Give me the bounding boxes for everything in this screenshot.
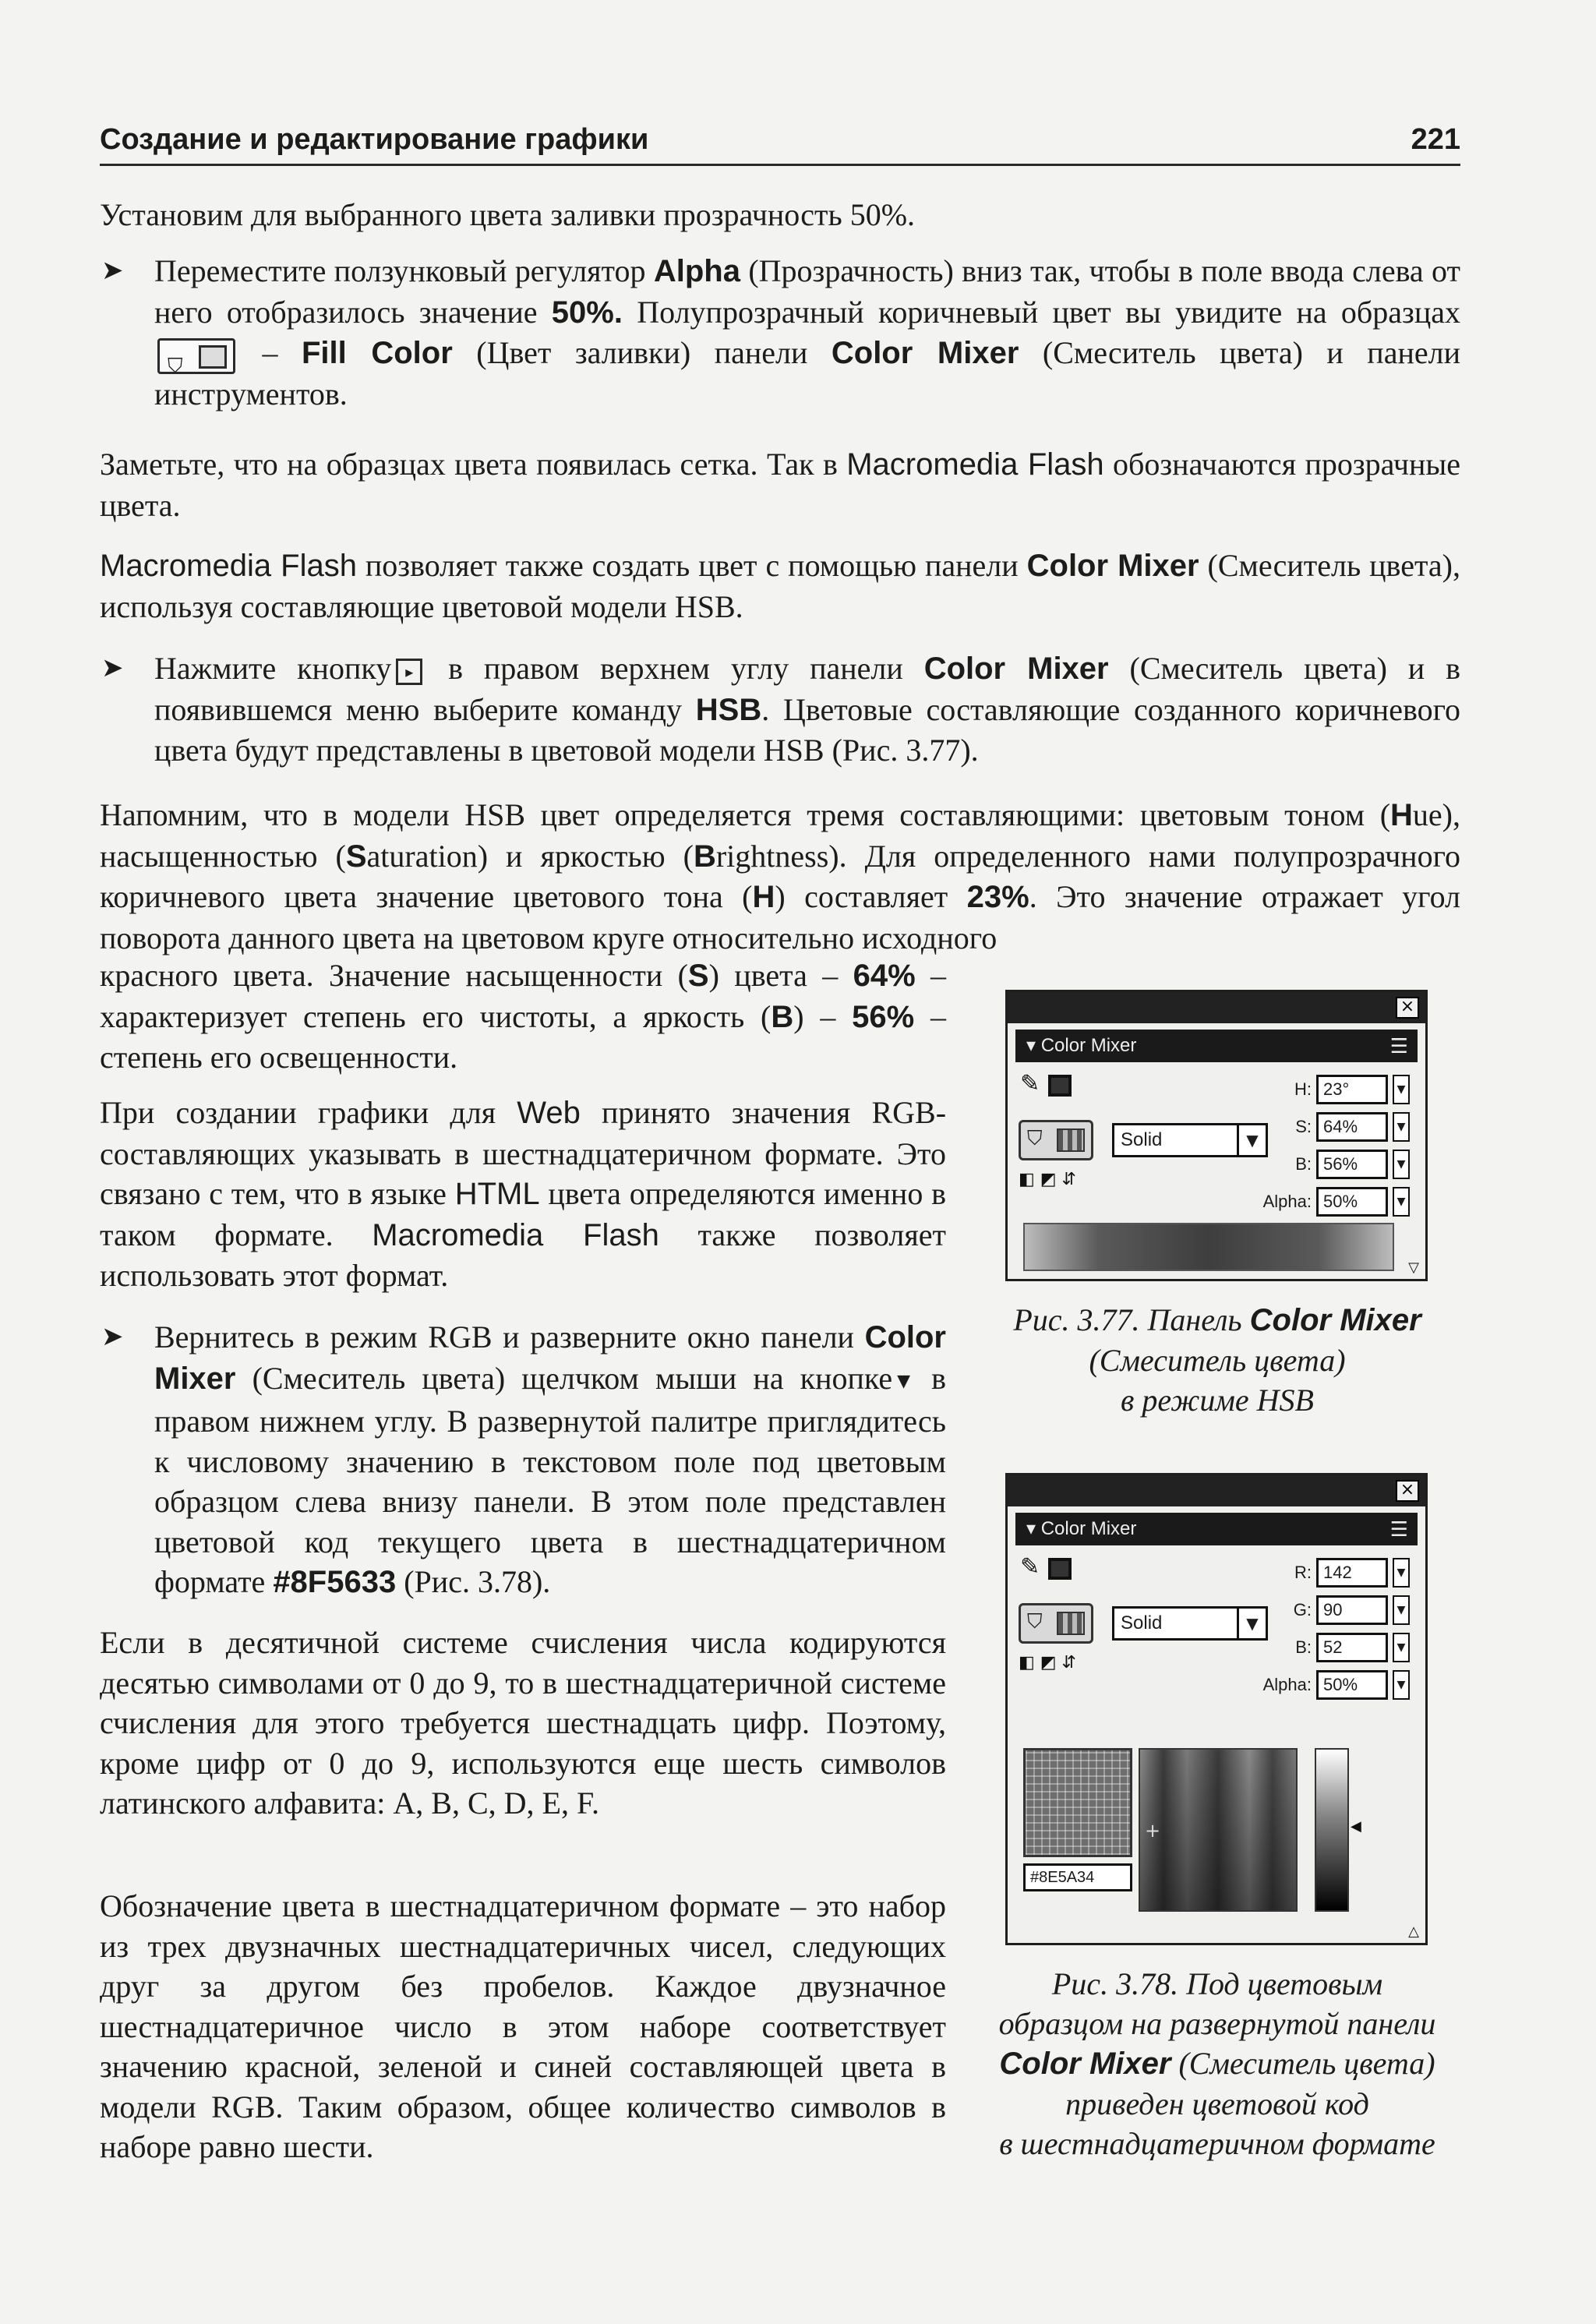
alpha-stepper[interactable]: ▼ bbox=[1393, 1187, 1410, 1217]
panel-menu-button-icon: ▸ bbox=[396, 659, 422, 685]
fill-color-swatch-icon: ⛉ bbox=[157, 338, 235, 374]
b-stepper[interactable]: ▼ bbox=[1393, 1633, 1410, 1662]
paragraph-4-cont: красного цвета. Значение насыщенности (S) цвета – 64% – характеризует степень его чистоты, а яркость (B) – 56% – степень его освещенности. bbox=[100, 958, 947, 1075]
menu-lines-icon[interactable]: ☰ bbox=[1389, 1517, 1408, 1541]
swap-colors-icons[interactable]: ◧ ◩ ⇵ bbox=[1019, 1653, 1076, 1672]
alpha-label: Alpha: bbox=[1262, 1675, 1312, 1694]
g-input[interactable]: 90 bbox=[1316, 1595, 1388, 1625]
g-stepper[interactable]: ▼ bbox=[1393, 1595, 1410, 1625]
r-label: R: bbox=[1294, 1563, 1312, 1582]
stroke-pencil-icon[interactable]: ✎ bbox=[1020, 1070, 1040, 1097]
bullet-rgb: ➤ Вернитесь в режим RGB и разверните окно панели Color Mixer (Смеситель цвета) щелчком мыши на кнопке ▼ в правом нижнем углу. В развернутой палитре приглядитесь к числовому значению в текстовом поле под цветовым образцом слева внизу панели. В этом поле представлен цветовой код текущего цвета в шестнадцатеричном формате #8F5633 (Рис. 3.78). bbox=[100, 1317, 946, 1603]
brightness-slider[interactable] bbox=[1315, 1748, 1349, 1912]
swap-colors-icons[interactable]: ◧ ◩ ⇵ bbox=[1019, 1170, 1076, 1189]
fill-type-value: Solid bbox=[1121, 1612, 1163, 1634]
paragraph-1: Установим для выбранного цвета заливки прозрачность 50%. bbox=[100, 197, 916, 232]
bullet-arrow-icon: ➤ bbox=[101, 1321, 124, 1352]
h-input[interactable]: 23° bbox=[1316, 1075, 1388, 1104]
paragraph-3: Macromedia Flash позволяет также создать цвет с помощью панели Color Mixer (Смеситель цвета), используя составляющие цветовой модели HSB. bbox=[100, 548, 1461, 624]
page-number: 221 bbox=[1411, 123, 1460, 156]
color-sample-swatch bbox=[1023, 1748, 1132, 1857]
alpha-stepper[interactable]: ▼ bbox=[1393, 1670, 1410, 1700]
panel-titlebar[interactable] bbox=[1015, 1030, 1418, 1062]
s-stepper[interactable]: ▼ bbox=[1393, 1112, 1410, 1142]
paragraph-4: Напомним, что в модели HSB цвет определяется тремя составляющими: цветовым тоном (Hue), насыщенностью (Saturation) и яркостью (Brightness). Для определенного нами полупрозрачного коричневого цвета значение цветового тона (H) составляет 23%. Это значение отражает угол поворота данного цвета на цветовом круге относительно исходного bbox=[100, 797, 1461, 955]
panel-titlebar[interactable] bbox=[1015, 1513, 1418, 1545]
fill-color-swatch-button[interactable]: ⛉ bbox=[1019, 1120, 1093, 1160]
h-label: H: bbox=[1294, 1079, 1312, 1099]
g-label: G: bbox=[1293, 1600, 1312, 1619]
collapse-arrow-icon[interactable]: △ bbox=[1408, 1923, 1419, 1940]
expand-arrow-icon[interactable]: ▽ bbox=[1408, 1259, 1419, 1276]
b-label: B: bbox=[1295, 1154, 1312, 1174]
b-label: B: bbox=[1295, 1637, 1312, 1657]
paragraph-6: Если в десятичной системе счисления числа кодируются десятью символами от 0 до 9, то в шестнадцатеричной системе счисления для этого требуется шестнадцать цифр. Поэтому, кроме цифр от 0 до 9, используются еще шесть символов латинского алфавита: A, B, C, D, E, F. bbox=[100, 1625, 946, 1821]
stroke-pencil-icon[interactable]: ✎ bbox=[1020, 1553, 1040, 1581]
alpha-input[interactable]: 50% bbox=[1316, 1187, 1388, 1217]
close-icon[interactable]: × bbox=[1396, 997, 1419, 1019]
menu-lines-icon[interactable]: ☰ bbox=[1389, 1034, 1408, 1058]
panel-topbar bbox=[1008, 992, 1425, 1023]
panel-title: ▾ Color Mixer bbox=[1026, 1518, 1137, 1539]
chevron-down-icon: ▼ bbox=[1237, 1609, 1266, 1638]
paragraph-2: Заметьте, что на образцах цвета появилась сетка. Так в Macromedia Flash обозначаются прозрачные цвета. bbox=[100, 447, 1460, 523]
h-stepper[interactable]: ▼ bbox=[1393, 1075, 1410, 1104]
bullet-hsb: ➤ Нажмите кнопку ▸ в правом верхнем углу панели Color Mixer (Смеситель цвета) и в появившемся меню выберите команду HSB. Цветовые составляющие созданного коричневого цвета будут представлены в цветовой модели HSB (Рис. 3.77). bbox=[100, 648, 1460, 771]
alpha-input[interactable]: 50% bbox=[1316, 1670, 1388, 1700]
figure-3-77-caption: Рис. 3.77. Панель Color Mixer (Смеситель цвета) в режиме HSB bbox=[1013, 1302, 1421, 1418]
b-input[interactable]: 52 bbox=[1316, 1633, 1388, 1662]
color-mixer-panel-rgb bbox=[1005, 1473, 1428, 1945]
alpha-label: Alpha: bbox=[1262, 1192, 1312, 1211]
b-stepper[interactable]: ▼ bbox=[1393, 1150, 1410, 1179]
color-spectrum[interactable] bbox=[1139, 1748, 1298, 1912]
term-alpha: Alpha bbox=[653, 254, 740, 288]
close-icon[interactable]: × bbox=[1396, 1480, 1419, 1502]
stroke-color-swatch-icon[interactable] bbox=[1048, 1075, 1072, 1097]
bullet-arrow-icon: ➤ bbox=[101, 255, 124, 286]
color-preview-bar[interactable] bbox=[1023, 1223, 1394, 1271]
b-input[interactable]: 56% bbox=[1316, 1150, 1388, 1179]
panel-topbar bbox=[1008, 1475, 1425, 1506]
figure-3-78-caption: Рис. 3.78. Под цветовым образцом на развернутой панели Color Mixer (Смеситель цвета) приведен цветовой код в шестнадцатеричном формате bbox=[998, 1966, 1436, 2161]
s-label: S: bbox=[1295, 1117, 1312, 1136]
crosshair-icon: + bbox=[1145, 1820, 1161, 1842]
stroke-color-swatch-icon[interactable] bbox=[1048, 1558, 1072, 1580]
s-input[interactable]: 64% bbox=[1316, 1112, 1388, 1142]
bullet-arrow-icon: ➤ bbox=[101, 652, 124, 683]
r-input[interactable]: 142 bbox=[1316, 1558, 1388, 1588]
expand-arrow-icon: ▼ bbox=[897, 1371, 911, 1391]
r-stepper[interactable]: ▼ bbox=[1393, 1558, 1410, 1588]
chapter-title: Создание и редактирование графики bbox=[100, 123, 649, 156]
color-mixer-panel-hsb bbox=[1005, 990, 1428, 1281]
paragraph-5: При создании графики для Web принято значения RGB-составляющих указывать в шестнадцатеричном формате. Это связано с тем, что в языке HTML цвета определяются именно в таком формате. Macromedia Flash также позволяет использовать этот формат. bbox=[100, 1095, 947, 1293]
fill-type-value: Solid bbox=[1121, 1129, 1163, 1150]
chevron-down-icon: ▼ bbox=[1237, 1125, 1266, 1155]
paragraph-7: Обозначение цвета в шестнадцатеричном формате – это набор из трех двузначных шестнадцатеричных чисел, следующих друг за другом без пробелов. Каждое двузначное шестнадцатеричное число в этом наборе соответствует значению красной, зеленой и синей составляющей цвета в модели RGB. Таким образом, общее количество символов в наборе равно шести. bbox=[100, 1888, 946, 2164]
fill-color-swatch-button[interactable]: ⛉ bbox=[1019, 1603, 1093, 1644]
panel-title: ▾ Color Mixer bbox=[1026, 1035, 1137, 1056]
running-head bbox=[100, 123, 1460, 166]
bullet-alpha: ➤ Переместите ползунковый регулятор Alpha (Прозрачность) вниз так, чтобы в поле ввода слева от него отобразилось значение 50%. Полупрозрачный коричневый цвет вы увидите на образцах ⛉ – Fill Color (Цвет заливки) панели Color Mixer (Смеситель цвета) и панели инструментов. bbox=[100, 251, 1460, 414]
brightness-pointer-icon[interactable]: ◀ bbox=[1351, 1818, 1361, 1835]
term-fill-color: Fill Color bbox=[301, 336, 453, 370]
hex-input[interactable]: #8E5A34 bbox=[1023, 1863, 1132, 1891]
